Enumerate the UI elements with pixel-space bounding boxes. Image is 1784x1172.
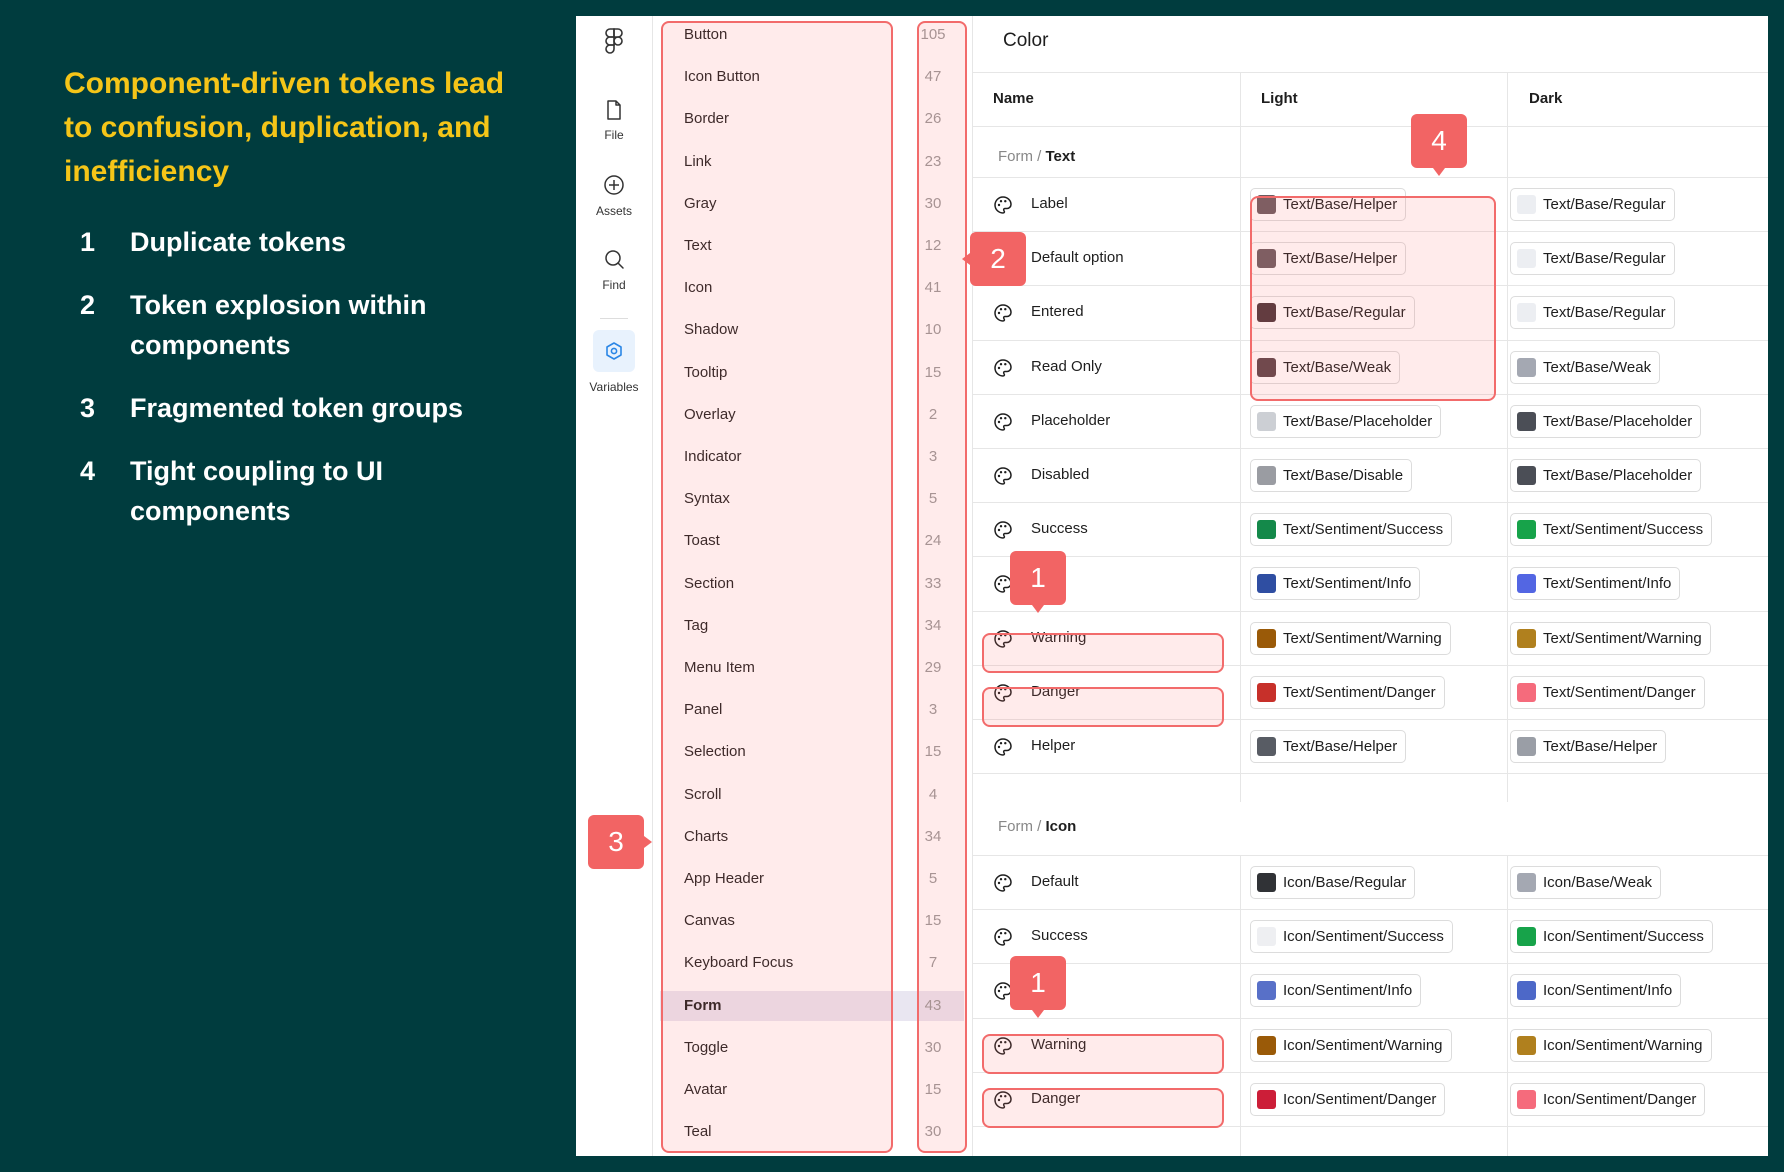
token-label: Icon/Base/Weak	[1543, 874, 1652, 891]
light-value-chip[interactable]	[1250, 188, 1406, 221]
color-swatch	[1517, 520, 1536, 539]
color-swatch	[1517, 873, 1536, 892]
callout-badge-1	[1010, 551, 1066, 605]
color-swatch	[1517, 574, 1536, 593]
color-swatch	[1517, 683, 1536, 702]
token-label: Text/Sentiment/Success	[1543, 521, 1704, 539]
token-label: Text/Base/Weak	[1283, 358, 1392, 376]
color-swatch	[1257, 303, 1276, 322]
group-name: Tooltip	[684, 363, 728, 381]
section-prefix: Form /	[998, 148, 1046, 165]
group-count: 30	[924, 1123, 942, 1141]
badge-pointer	[644, 836, 652, 848]
group-name: Indicator	[684, 448, 742, 465]
dark-value-chip[interactable]	[1510, 513, 1712, 546]
group-item[interactable]	[660, 315, 964, 345]
color-swatch	[1257, 873, 1276, 892]
group-item[interactable]	[660, 780, 964, 810]
find-icon	[603, 248, 625, 270]
palette-icon	[993, 737, 1013, 762]
table-row[interactable]	[973, 449, 1768, 503]
group-item[interactable]	[660, 231, 964, 261]
group-count: 5	[928, 490, 938, 508]
token-label: Text/Sentiment/Info	[1543, 575, 1672, 593]
dark-value-chip[interactable]	[1510, 188, 1675, 221]
group-name: Form	[684, 996, 722, 1014]
divider	[973, 773, 1768, 774]
point-item	[64, 222, 524, 262]
group-item[interactable]	[660, 611, 964, 641]
token-label: Text/Base/Helper	[1283, 196, 1398, 213]
token-label: Text/Base/Placeholder	[1283, 412, 1433, 430]
group-list	[660, 20, 964, 1150]
column-header-dark[interactable]: Dark	[1529, 90, 1563, 107]
section-group: Icon	[1045, 818, 1077, 835]
token-label: Icon/Sentiment/Info	[1283, 982, 1413, 1000]
callout-badge-2	[970, 232, 1026, 286]
column-header-name[interactable]: Name	[993, 90, 1034, 107]
group-count: 15	[924, 1081, 942, 1098]
variable-name: Danger	[1031, 1089, 1081, 1107]
dark-value-chip[interactable]	[1510, 974, 1681, 1007]
group-name: Overlay	[684, 405, 736, 423]
file-icon	[606, 100, 622, 120]
dark-value-chip[interactable]	[1510, 920, 1713, 953]
group-item[interactable]	[660, 400, 964, 430]
group-name: Syntax	[684, 490, 730, 508]
group-item[interactable]	[660, 147, 964, 177]
color-swatch	[1257, 358, 1276, 377]
token-label: Icon/Sentiment/Success	[1283, 928, 1444, 946]
group-item[interactable]	[660, 442, 964, 472]
table-row[interactable]	[973, 964, 1768, 1018]
table-row[interactable]	[973, 910, 1768, 964]
group-name: Shadow	[684, 321, 739, 339]
variable-name: Disabled	[1031, 466, 1090, 483]
variable-name: Warning	[1031, 1035, 1087, 1053]
group-count: 15	[924, 912, 942, 930]
section-prefix: Form /	[998, 818, 1046, 835]
token-label: Text/Base/Helper	[1283, 738, 1398, 755]
group-item[interactable]	[660, 653, 964, 683]
group-name: Canvas	[684, 912, 735, 930]
point-text: Duplicate tokens	[130, 227, 347, 257]
group-name: Button	[684, 26, 728, 43]
palette-icon	[993, 1036, 1013, 1061]
token-label: Icon/Sentiment/Warning	[1543, 1036, 1703, 1054]
headline: Component-driven tokens lead to confusion, duplication, and inefficiency	[64, 67, 505, 188]
group-count: 5	[928, 870, 938, 887]
group-count: 2	[928, 405, 938, 423]
section-header	[998, 818, 1076, 835]
table-row[interactable]	[973, 666, 1768, 720]
token-label: Text/Sentiment/Danger	[1543, 683, 1696, 701]
group-name: Avatar	[684, 1081, 728, 1098]
figma-logo-icon	[605, 28, 623, 54]
group-name: Menu Item	[684, 659, 755, 676]
group-item[interactable]	[660, 1033, 964, 1063]
group-item[interactable]	[660, 484, 964, 514]
dark-value-chip[interactable]	[1510, 866, 1661, 899]
color-swatch	[1517, 195, 1536, 214]
token-label: Text/Sentiment/Info	[1283, 575, 1412, 593]
color-swatch	[1517, 249, 1536, 268]
group-item[interactable]	[660, 20, 964, 50]
color-swatch	[1517, 412, 1536, 431]
group-count: 41	[924, 279, 942, 297]
light-value-chip[interactable]	[1250, 622, 1451, 655]
variable-name: Success	[1031, 520, 1088, 538]
callout-badge-4	[1411, 114, 1467, 168]
group-name: Text	[684, 237, 712, 254]
variables-icon	[604, 341, 624, 361]
group-count: 105	[920, 26, 946, 43]
token-label: Icon/Base/Regular	[1283, 874, 1407, 891]
color-swatch	[1517, 629, 1536, 648]
light-value-chip[interactable]	[1250, 920, 1453, 953]
token-label: Text/Base/Regular	[1543, 304, 1666, 322]
group-item[interactable]	[660, 526, 964, 556]
dark-value-chip[interactable]	[1510, 676, 1705, 709]
token-label: Text/Base/Helper	[1283, 250, 1398, 268]
toolbar-label: File	[604, 128, 624, 142]
group-count: 10	[924, 321, 942, 339]
color-swatch	[1257, 574, 1276, 593]
callout-badge-1	[1010, 956, 1066, 1010]
color-swatch	[1517, 303, 1536, 322]
point-number: 3	[80, 393, 96, 423]
group-count: 34	[924, 827, 942, 845]
group-name: Keyboard Focus	[684, 954, 794, 972]
table-title: Color	[1003, 30, 1049, 51]
color-swatch	[1257, 249, 1276, 268]
color-swatch	[1517, 1036, 1536, 1055]
light-value-chip[interactable]	[1250, 974, 1421, 1007]
variable-name: Default	[1031, 873, 1079, 890]
group-name: Toast	[684, 532, 720, 550]
token-label: Text/Base/Placeholder	[1543, 467, 1693, 484]
group-count: 3	[928, 701, 938, 719]
group-item[interactable]	[660, 948, 964, 978]
dark-value-chip[interactable]	[1510, 622, 1711, 655]
group-name: Teal	[684, 1123, 712, 1141]
group-count: 7	[928, 954, 938, 972]
point-text: Tight coupling to UI components	[130, 456, 383, 526]
point-list	[64, 222, 524, 531]
point-text: Fragmented token groups	[130, 393, 464, 423]
light-value-chip[interactable]	[1250, 676, 1445, 709]
light-value-chip[interactable]	[1250, 513, 1452, 546]
color-swatch	[1517, 358, 1536, 377]
table-row[interactable]	[973, 503, 1768, 557]
slide-text	[64, 62, 524, 554]
group-item[interactable]	[660, 1075, 964, 1105]
palette-icon	[993, 927, 1013, 952]
group-count: 4	[928, 785, 938, 803]
variables-button[interactable]	[593, 330, 635, 372]
token-label: Icon/Sentiment/Danger	[1543, 1090, 1697, 1108]
group-name: Tag	[684, 616, 709, 634]
token-label: Text/Base/Regular	[1543, 196, 1666, 213]
palette-icon	[993, 1090, 1013, 1115]
light-value-chip[interactable]	[1250, 730, 1406, 763]
color-swatch	[1517, 981, 1536, 1000]
group-name: Selection	[684, 743, 746, 761]
table-row[interactable]	[973, 1073, 1768, 1127]
section-header	[998, 148, 1075, 165]
color-swatch	[1257, 1090, 1276, 1109]
token-label: Icon/Sentiment/Danger	[1283, 1090, 1437, 1108]
group-count: 29	[924, 659, 942, 676]
group-item[interactable]	[660, 273, 964, 303]
color-swatch	[1257, 520, 1276, 539]
color-swatch	[1257, 195, 1276, 214]
variable-name: Default option	[1031, 249, 1124, 267]
palette-icon	[993, 683, 1013, 708]
toolbar-file[interactable]	[576, 100, 652, 142]
group-count: 34	[924, 616, 942, 634]
dark-value-chip[interactable]	[1510, 296, 1675, 329]
group-count: 24	[924, 532, 942, 550]
table-row[interactable]	[973, 232, 1768, 286]
toolbar-logo[interactable]	[576, 28, 652, 54]
point-item	[64, 451, 524, 531]
group-item[interactable]	[660, 822, 964, 852]
group-item[interactable]	[660, 906, 964, 936]
badge-pointer	[962, 253, 970, 265]
toolbar-divider	[600, 318, 628, 319]
badge-pointer	[1032, 1010, 1044, 1018]
point-item	[64, 388, 524, 428]
group-item[interactable]	[660, 864, 964, 894]
color-swatch	[1257, 629, 1276, 648]
toolbar-assets[interactable]	[576, 174, 652, 218]
palette-icon	[993, 873, 1013, 898]
token-label: Text/Base/Disable	[1283, 467, 1404, 484]
badge-number: 4	[1431, 125, 1447, 156]
group-item[interactable]	[660, 104, 964, 134]
group-item[interactable]	[660, 1117, 964, 1147]
group-name: Section	[684, 574, 735, 592]
token-label: Text/Base/Weak	[1543, 358, 1652, 376]
color-swatch	[1257, 981, 1276, 1000]
variable-name: Helper	[1031, 737, 1076, 754]
point-number: 2	[80, 290, 96, 320]
group-item[interactable]	[660, 737, 964, 767]
group-name: Panel	[684, 701, 723, 719]
token-label: Text/Sentiment/Warning	[1283, 629, 1442, 647]
point-text: Token explosion within components	[130, 290, 427, 360]
group-name: Icon	[684, 279, 713, 297]
group-count: 26	[924, 110, 942, 128]
dark-value-chip[interactable]	[1510, 405, 1701, 438]
group-count: 3	[928, 448, 938, 465]
token-label: Icon/Sentiment/Info	[1543, 982, 1673, 1000]
group-count: 47	[924, 68, 942, 86]
group-name: Gray	[684, 194, 717, 212]
variable-name: Placeholder	[1031, 411, 1111, 429]
color-swatch	[1257, 412, 1276, 431]
toolbar	[576, 16, 653, 1156]
group-item[interactable]	[660, 569, 964, 599]
variable-name: Success	[1031, 927, 1088, 945]
point-item	[64, 285, 524, 365]
token-label: Icon/Sentiment/Warning	[1283, 1036, 1443, 1054]
table-row[interactable]	[973, 178, 1768, 232]
badge-pointer	[1433, 168, 1445, 176]
color-swatch	[1257, 466, 1276, 485]
dark-value-chip[interactable]	[1510, 459, 1701, 492]
group-count: 43	[924, 996, 942, 1014]
light-value-chip[interactable]	[1250, 242, 1406, 275]
light-value-chip[interactable]	[1250, 1029, 1452, 1062]
table-row[interactable]	[973, 341, 1768, 395]
variable-name: Danger	[1031, 682, 1081, 700]
toolbar-find[interactable]	[576, 248, 652, 292]
column-header-light[interactable]: Light	[1261, 90, 1298, 107]
toolbar-variables[interactable]	[576, 330, 652, 394]
light-value-chip[interactable]	[1250, 459, 1412, 492]
dark-value-chip[interactable]	[1510, 242, 1675, 275]
group-item[interactable]	[660, 695, 964, 725]
light-value-chip[interactable]	[1250, 296, 1415, 329]
color-table	[972, 16, 1768, 1156]
color-swatch	[1257, 737, 1276, 756]
table-row[interactable]	[973, 720, 1768, 774]
color-swatch	[1517, 927, 1536, 946]
assets-icon	[603, 174, 625, 196]
table-row[interactable]	[973, 612, 1768, 666]
color-swatch	[1517, 466, 1536, 485]
palette-icon	[993, 412, 1013, 437]
color-swatch	[1257, 683, 1276, 702]
token-label: Text/Sentiment/Warning	[1543, 629, 1702, 647]
dark-value-chip[interactable]	[1510, 1083, 1705, 1116]
table-row[interactable]	[973, 856, 1768, 910]
variable-name: Warning	[1031, 628, 1087, 646]
dark-value-chip[interactable]	[1510, 1029, 1712, 1062]
table-row[interactable]	[973, 557, 1768, 611]
token-label: Text/Base/Placeholder	[1543, 412, 1693, 430]
table-row[interactable]	[973, 395, 1768, 449]
dark-value-chip[interactable]	[1510, 730, 1666, 763]
dark-value-chip[interactable]	[1510, 351, 1660, 384]
point-number: 4	[80, 456, 96, 486]
token-label: Icon/Sentiment/Success	[1543, 928, 1704, 946]
group-count: 30	[924, 194, 942, 212]
token-label: Text/Base/Helper	[1543, 738, 1658, 755]
divider	[973, 1126, 1768, 1127]
group-name: Border	[684, 110, 730, 128]
group-item[interactable]	[660, 358, 964, 388]
palette-icon	[993, 195, 1013, 220]
group-count: 15	[924, 363, 942, 381]
group-name: Link	[684, 152, 712, 170]
palette-icon	[993, 303, 1013, 328]
variables-panel	[576, 16, 1768, 1156]
group-item[interactable]	[660, 189, 964, 219]
variable-name: Read Only	[1031, 357, 1102, 375]
token-label: Text/Sentiment/Danger	[1283, 683, 1436, 701]
table-row[interactable]	[973, 286, 1768, 340]
toolbar-label: Variables	[589, 380, 639, 394]
group-name: Charts	[684, 827, 729, 845]
badge-number: 1	[1030, 562, 1046, 593]
palette-icon	[993, 520, 1013, 545]
section-group: Text	[1045, 148, 1076, 165]
badge-number: 1	[1030, 967, 1046, 998]
light-value-chip[interactable]	[1250, 567, 1420, 600]
group-count: 30	[924, 1038, 942, 1056]
variable-name: Label	[1031, 195, 1068, 212]
group-count: 23	[924, 152, 942, 170]
group-name: Scroll	[684, 785, 722, 803]
color-swatch	[1517, 1090, 1536, 1109]
toolbar-label: Assets	[595, 204, 632, 218]
light-value-chip[interactable]	[1250, 405, 1441, 438]
table-row[interactable]	[973, 1019, 1768, 1073]
divider	[973, 72, 1768, 73]
toolbar-label: Find	[602, 278, 626, 292]
light-value-chip[interactable]	[1250, 866, 1415, 899]
callout-badge-3	[588, 815, 644, 869]
badge-number: 3	[608, 826, 624, 857]
dark-value-chip[interactable]	[1510, 567, 1680, 600]
variable-name: Entered	[1031, 303, 1084, 321]
group-item[interactable]	[660, 991, 964, 1021]
group-name: Toggle	[684, 1038, 729, 1056]
color-swatch	[1257, 927, 1276, 946]
token-label: Text/Base/Regular	[1543, 250, 1666, 268]
light-value-chip[interactable]	[1250, 351, 1400, 384]
group-item[interactable]	[660, 62, 964, 92]
palette-icon	[993, 629, 1013, 654]
group-count: 15	[924, 743, 942, 761]
badge-pointer	[1032, 605, 1044, 613]
color-swatch	[1257, 1036, 1276, 1055]
group-name: Icon Button	[684, 68, 760, 86]
palette-icon	[993, 466, 1013, 491]
color-swatch	[1517, 737, 1536, 756]
group-count: 12	[924, 237, 942, 254]
palette-icon	[993, 358, 1013, 383]
divider	[973, 126, 1768, 127]
group-count: 33	[924, 574, 942, 592]
token-label: Text/Sentiment/Success	[1283, 521, 1444, 539]
point-number: 1	[80, 227, 96, 257]
badge-number: 2	[990, 243, 1006, 274]
token-label: Text/Base/Regular	[1283, 304, 1406, 322]
group-name: App Header	[684, 870, 765, 887]
light-value-chip[interactable]	[1250, 1083, 1445, 1116]
